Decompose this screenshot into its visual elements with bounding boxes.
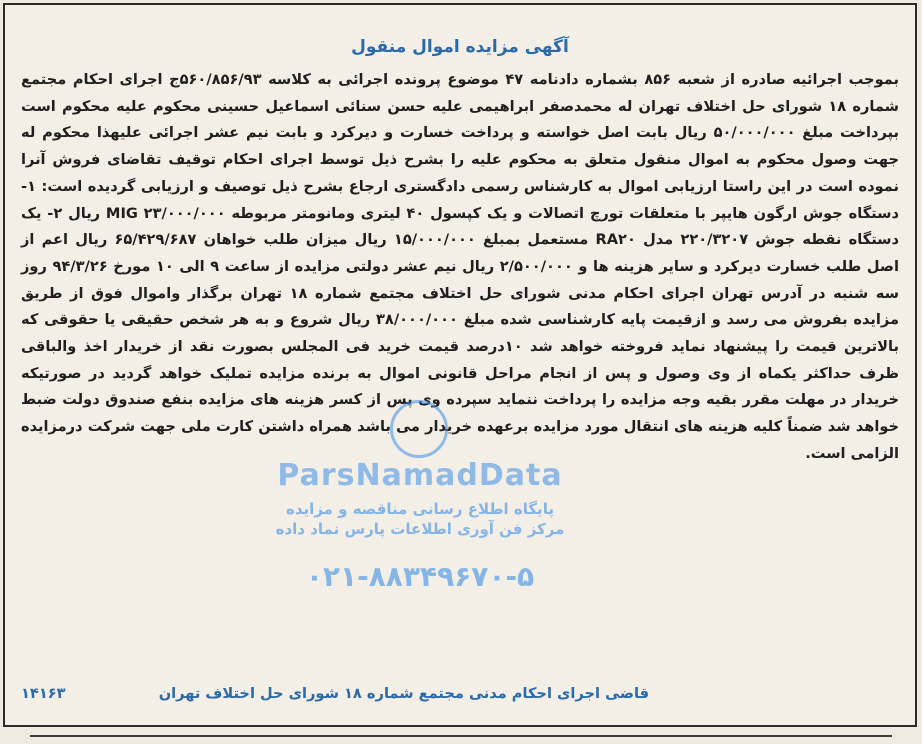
watermark-phone: ۰۲۱-۸۸۳۴۹۶۷۰-۵ <box>305 560 535 593</box>
notice-code: ۱۴۱۶۳ <box>21 685 66 702</box>
watermark-line-1: پایگاه اطلاع رسانی مناقصه و مزایده <box>286 500 554 518</box>
judge-signature: قاضی اجرای احکام مدنی مجتمع شماره ۱۸ شورای حل اختلاف تهران <box>158 685 649 702</box>
notice-title: آگهی مزایده اموال منقول <box>351 37 569 57</box>
notice-body: بموجب اجرائیه صادره از شعبه ۸۵۶ بشماره دادنامه ۴۷ موضوع پرونده اجرائی به کلاسه ۵۶۰/۸۵۶/۹۳ج اجرای احکام مجتمع شماره ۱۸ شورای حل اختلاف تهران له محمدصفر ابراهیمی علیه حسن سنائی اسماعیل حسینی محکوم علیه محکوم است بپرداخت مبلغ ۵۰/۰۰۰/۰۰۰ ریال بابت اصل خواسته و پرداخت خسارت و دیرکرد و بابت نیم عشر اجرائی علیهذا محکوم له جهت وصول محکوم به اموال منقول متعلق به محکوم علیه را بشرح ذیل توسط اجرای احکام توقیف تقاضای فروش آنرا نموده است در این راستا ارزیابی اموال به کارشناس رسمی دادگستری ارجاع بشرح ذیل توصیف و ارزیابی گردیده است: ۱- دستگاه جوش ارگون هایپر با متعلقات تورچ اتصالات و یک کپسول ۴۰ لیتری ومانومتر مربوطه MIG ۲۳/۰۰۰/۰۰۰ ریال ۲- یک دستگاه نقطه جوش ۲۲۰/۳۲۰۷ مدل RA۲۰ مستعمل بمبلغ ۱۵/۰۰۰/۰۰۰ ریال میزان طلب خواهان ۶۵/۴۲۹/۶۸۷ ریال اعم از اصل طلب خسارت دیرکرد و سایر هزینه ها و ۲/۵۰۰/۰۰۰ ریال نیم عشر دولتی مزایده از ساعت ۹ الی ۱۰ مورخ ۹۴/۳/۲۶ روز سه شنبه در آدرس تهران اجرای احکام مدنی شورای حل اختلاف مجتمع شماره ۱۸ تهران برگذار واموال فوق از طریق مزایده بفروش می رسد و ازقیمت پایه کارشناسی شده مبلغ ۳۸/۰۰۰/۰۰۰ ریال شروع و به هر شخص حقیقی یا حقوقی که بالاترین قیمت را پیشنهاد نماید فروخته خواهد شد ۱۰درصد قیمت خرید فی المجلس بصورت نقد از خریدار اخذ والباقی ظرف حداکثر یکماه از وی وصول و پس از انجام مراحل قانونی اموال به برنده مزایده تملیک خواهد گردید در صورتیکه خریدار در مهلت مقرر بقیه وجه مزایده را پرداخت ننماید سپرده وی پس از کسر هزینه های مزایده بنفع صندوق دولت ضبط خواهد شد ضمناً کلیه هزینه های انتقال مورد مزایده برعهده خریدار می باشد همراه داشتن کارت ملی جهت شرکت درمزایده الزامی است. <box>21 71 899 462</box>
auction-notice <box>3 3 917 727</box>
notice-footer <box>21 685 899 709</box>
watermark-brand: ParsNamadData <box>277 458 563 493</box>
watermark-line-2: مرکز فن آوری اطلاعات پارس نماد داده <box>275 520 565 538</box>
bottom-divider <box>30 735 892 737</box>
